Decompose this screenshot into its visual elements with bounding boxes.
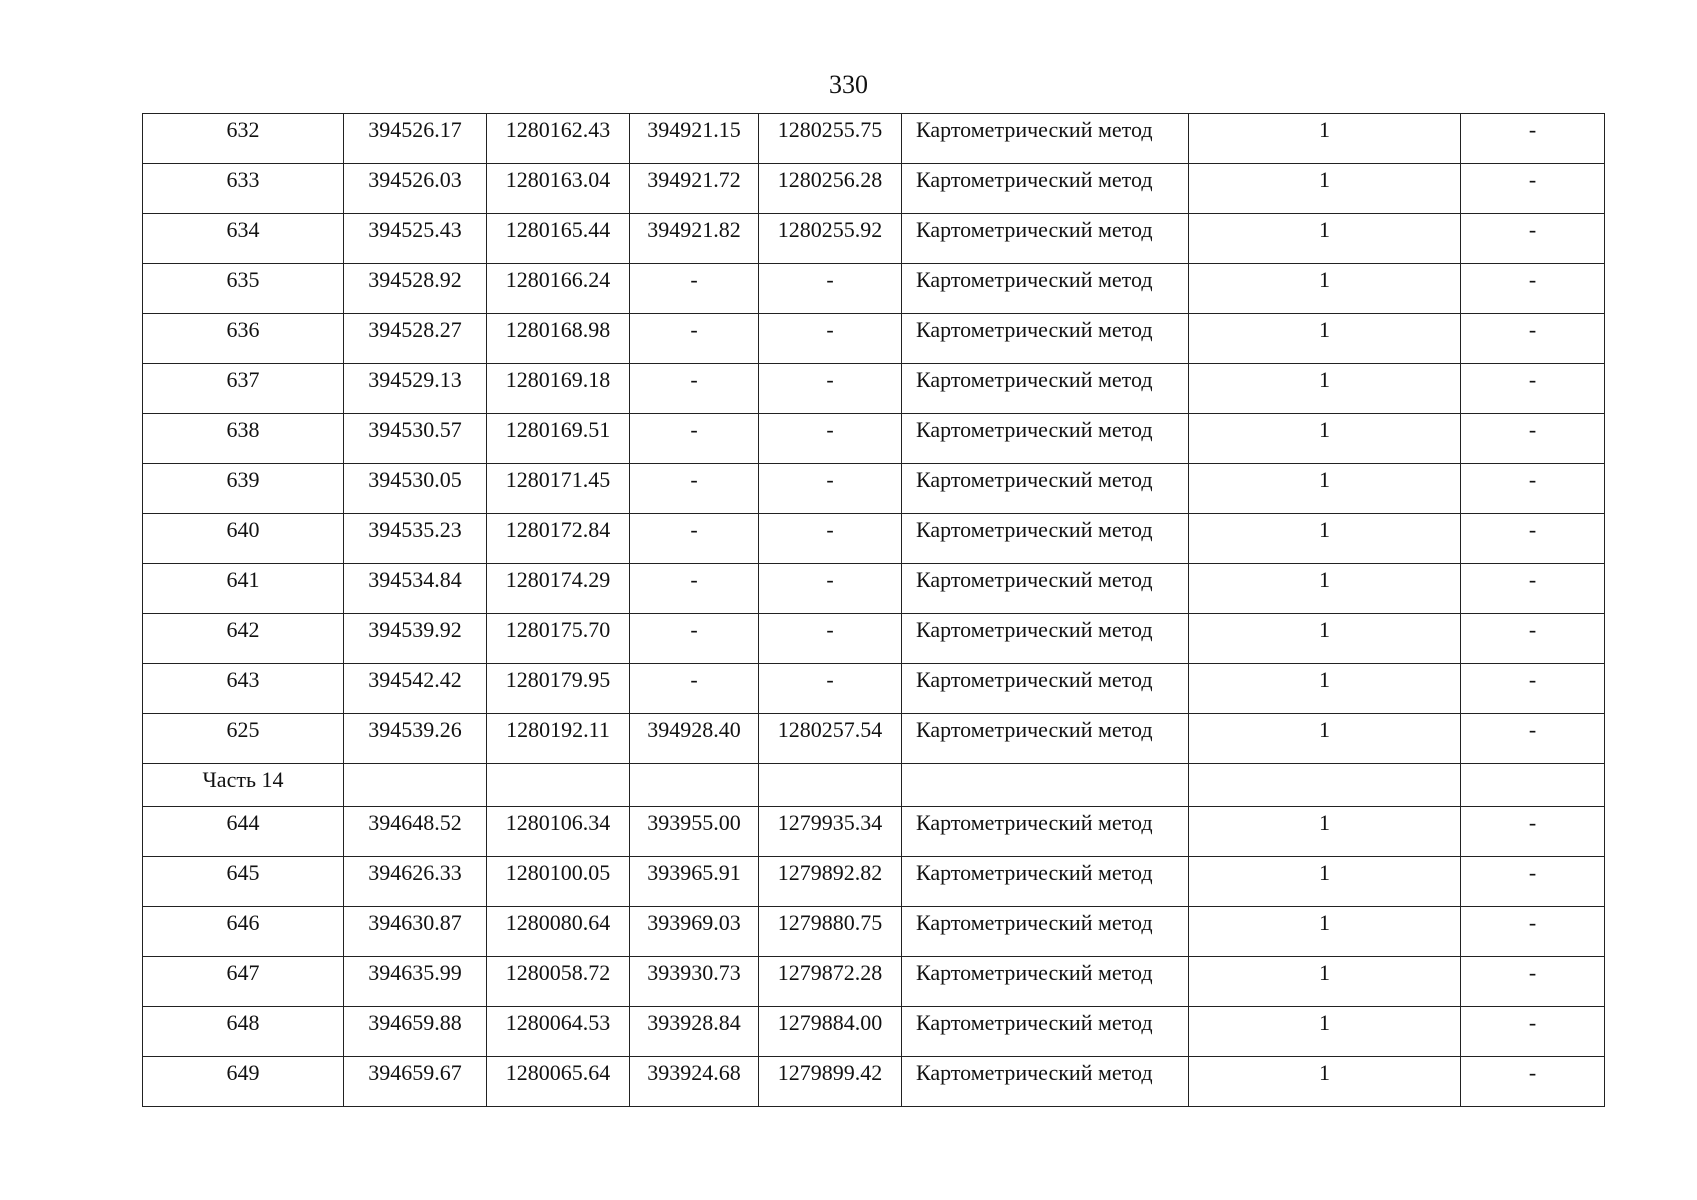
cell-x-coordinate-2: - [630, 564, 759, 614]
cell-note: - [1461, 564, 1605, 614]
cell-accuracy: 1 [1189, 414, 1461, 464]
cell-x-coordinate: 394530.57 [344, 414, 487, 464]
cell-accuracy: 1 [1189, 464, 1461, 514]
cell-y-coordinate: 1280169.18 [487, 364, 630, 414]
table-row [143, 214, 1605, 264]
cell-y-coordinate-2: 1279880.75 [759, 907, 902, 957]
cell-y-coordinate: 1280175.70 [487, 614, 630, 664]
cell-x-coordinate-2 [630, 764, 759, 807]
cell-y-coordinate-2: - [759, 564, 902, 614]
cell-note: - [1461, 907, 1605, 957]
cell-y-coordinate: 1280064.53 [487, 1007, 630, 1057]
cell-x-coordinate: 394528.27 [344, 314, 487, 364]
cell-method: Картометрический метод [902, 564, 1189, 614]
cell-y-coordinate-2: 1279935.34 [759, 807, 902, 857]
cell-y-coordinate-2: 1280257.54 [759, 714, 902, 764]
cell-point-number: 634 [143, 214, 344, 264]
cell-method: Картометрический метод [902, 214, 1189, 264]
cell-y-coordinate: 1280168.98 [487, 314, 630, 364]
cell-y-coordinate: 1280163.04 [487, 164, 630, 214]
cell-x-coordinate-2: 394921.82 [630, 214, 759, 264]
cell-x-coordinate: 394539.26 [344, 714, 487, 764]
cell-note: - [1461, 1057, 1605, 1107]
cell-point-number: 648 [143, 1007, 344, 1057]
cell-x-coordinate: 394626.33 [344, 857, 487, 907]
cell-x-coordinate: 394525.43 [344, 214, 487, 264]
cell-point-number: 645 [143, 857, 344, 907]
cell-note: - [1461, 414, 1605, 464]
cell-point-number: Часть 14 [143, 764, 344, 807]
cell-method: Картометрический метод [902, 314, 1189, 364]
cell-x-coordinate: 394526.03 [344, 164, 487, 214]
cell-x-coordinate: 394529.13 [344, 364, 487, 414]
table-row [143, 364, 1605, 414]
cell-y-coordinate: 1280166.24 [487, 264, 630, 314]
cell-method: Картометрический метод [902, 464, 1189, 514]
cell-y-coordinate-2: - [759, 364, 902, 414]
cell-accuracy: 1 [1189, 1057, 1461, 1107]
cell-x-coordinate-2: 393928.84 [630, 1007, 759, 1057]
table-row [143, 414, 1605, 464]
cell-method: Картометрический метод [902, 614, 1189, 664]
cell-accuracy: 1 [1189, 664, 1461, 714]
cell-method: Картометрический метод [902, 857, 1189, 907]
cell-point-number: 635 [143, 264, 344, 314]
cell-y-coordinate-2: - [759, 514, 902, 564]
cell-note: - [1461, 614, 1605, 664]
cell-method: Картометрический метод [902, 957, 1189, 1007]
cell-x-coordinate [344, 764, 487, 807]
cell-x-coordinate: 394528.92 [344, 264, 487, 314]
cell-y-coordinate-2: - [759, 614, 902, 664]
cell-x-coordinate: 394539.92 [344, 614, 487, 664]
cell-point-number: 643 [143, 664, 344, 714]
cell-point-number: 625 [143, 714, 344, 764]
cell-method [902, 764, 1189, 807]
table-row [143, 564, 1605, 614]
cell-y-coordinate-2: 1279899.42 [759, 1057, 902, 1107]
cell-accuracy: 1 [1189, 1007, 1461, 1057]
cell-accuracy [1189, 764, 1461, 807]
cell-x-coordinate-2: - [630, 614, 759, 664]
table-row [143, 614, 1605, 664]
table-row [143, 1057, 1605, 1107]
table-row [143, 1007, 1605, 1057]
cell-y-coordinate: 1280058.72 [487, 957, 630, 1007]
cell-x-coordinate-2: 394921.15 [630, 114, 759, 164]
cell-y-coordinate-2: - [759, 264, 902, 314]
cell-x-coordinate: 394648.52 [344, 807, 487, 857]
cell-accuracy: 1 [1189, 214, 1461, 264]
table-row [143, 114, 1605, 164]
cell-y-coordinate [487, 764, 630, 807]
cell-point-number: 636 [143, 314, 344, 364]
cell-note: - [1461, 164, 1605, 214]
cell-x-coordinate-2: - [630, 514, 759, 564]
cell-method: Картометрический метод [902, 907, 1189, 957]
cell-note [1461, 764, 1605, 807]
cell-x-coordinate: 394534.84 [344, 564, 487, 614]
cell-method: Картометрический метод [902, 1057, 1189, 1107]
cell-y-coordinate: 1280162.43 [487, 114, 630, 164]
cell-x-coordinate: 394659.67 [344, 1057, 487, 1107]
cell-method: Картометрический метод [902, 714, 1189, 764]
cell-y-coordinate-2: - [759, 414, 902, 464]
cell-y-coordinate: 1280106.34 [487, 807, 630, 857]
table-row [143, 664, 1605, 714]
table-row [143, 957, 1605, 1007]
cell-x-coordinate: 394635.99 [344, 957, 487, 1007]
table-row [143, 857, 1605, 907]
table-row [143, 514, 1605, 564]
cell-note: - [1461, 807, 1605, 857]
cell-y-coordinate-2: 1279892.82 [759, 857, 902, 907]
cell-x-coordinate-2: - [630, 464, 759, 514]
cell-method: Картометрический метод [902, 414, 1189, 464]
cell-accuracy: 1 [1189, 807, 1461, 857]
cell-x-coordinate-2: - [630, 264, 759, 314]
cell-point-number: 647 [143, 957, 344, 1007]
cell-y-coordinate: 1280165.44 [487, 214, 630, 264]
cell-point-number: 637 [143, 364, 344, 414]
cell-accuracy: 1 [1189, 857, 1461, 907]
cell-y-coordinate-2: 1279872.28 [759, 957, 902, 1007]
cell-note: - [1461, 857, 1605, 907]
cell-y-coordinate-2: - [759, 314, 902, 364]
cell-x-coordinate-2: 393969.03 [630, 907, 759, 957]
cell-y-coordinate: 1280192.11 [487, 714, 630, 764]
cell-y-coordinate-2: 1280255.92 [759, 214, 902, 264]
cell-x-coordinate: 394526.17 [344, 114, 487, 164]
cell-y-coordinate: 1280169.51 [487, 414, 630, 464]
cell-accuracy: 1 [1189, 907, 1461, 957]
cell-point-number: 633 [143, 164, 344, 214]
cell-note: - [1461, 514, 1605, 564]
cell-accuracy: 1 [1189, 364, 1461, 414]
cell-method: Картометрический метод [902, 664, 1189, 714]
cell-point-number: 632 [143, 114, 344, 164]
cell-accuracy: 1 [1189, 164, 1461, 214]
cell-method: Картометрический метод [902, 164, 1189, 214]
cell-accuracy: 1 [1189, 714, 1461, 764]
cell-y-coordinate: 1280171.45 [487, 464, 630, 514]
cell-y-coordinate-2 [759, 764, 902, 807]
cell-note: - [1461, 1007, 1605, 1057]
cell-y-coordinate: 1280174.29 [487, 564, 630, 614]
cell-point-number: 644 [143, 807, 344, 857]
cell-y-coordinate: 1280100.05 [487, 857, 630, 907]
cell-x-coordinate: 394659.88 [344, 1007, 487, 1057]
cell-y-coordinate-2: - [759, 464, 902, 514]
cell-y-coordinate: 1280065.64 [487, 1057, 630, 1107]
cell-point-number: 638 [143, 414, 344, 464]
table-row [143, 714, 1605, 764]
table-row [143, 464, 1605, 514]
cell-y-coordinate-2: 1280255.75 [759, 114, 902, 164]
cell-point-number: 642 [143, 614, 344, 664]
cell-accuracy: 1 [1189, 314, 1461, 364]
cell-accuracy: 1 [1189, 264, 1461, 314]
cell-y-coordinate: 1280179.95 [487, 664, 630, 714]
cell-x-coordinate-2: 393930.73 [630, 957, 759, 1007]
cell-x-coordinate-2: 394921.72 [630, 164, 759, 214]
table-row [143, 907, 1605, 957]
cell-note: - [1461, 714, 1605, 764]
cell-point-number: 649 [143, 1057, 344, 1107]
cell-x-coordinate: 394542.42 [344, 664, 487, 714]
table-row [143, 264, 1605, 314]
cell-y-coordinate-2: - [759, 664, 902, 714]
cell-note: - [1461, 957, 1605, 1007]
cell-note: - [1461, 114, 1605, 164]
page-number: 330 [829, 70, 868, 99]
cell-point-number: 639 [143, 464, 344, 514]
table-row [143, 164, 1605, 214]
cell-x-coordinate-2: - [630, 414, 759, 464]
cell-point-number: 646 [143, 907, 344, 957]
section-row [143, 764, 1605, 807]
cell-method: Картометрический метод [902, 114, 1189, 164]
cell-accuracy: 1 [1189, 957, 1461, 1007]
cell-y-coordinate-2: 1280256.28 [759, 164, 902, 214]
cell-note: - [1461, 214, 1605, 264]
cell-accuracy: 1 [1189, 114, 1461, 164]
cell-x-coordinate-2: 393924.68 [630, 1057, 759, 1107]
coordinates-table [142, 113, 1605, 1107]
cell-note: - [1461, 664, 1605, 714]
cell-note: - [1461, 364, 1605, 414]
cell-note: - [1461, 464, 1605, 514]
table-body [143, 114, 1605, 1107]
cell-y-coordinate-2: 1279884.00 [759, 1007, 902, 1057]
cell-x-coordinate: 394530.05 [344, 464, 487, 514]
cell-accuracy: 1 [1189, 614, 1461, 664]
cell-point-number: 640 [143, 514, 344, 564]
cell-method: Картометрический метод [902, 807, 1189, 857]
cell-x-coordinate-2: - [630, 314, 759, 364]
cell-accuracy: 1 [1189, 514, 1461, 564]
table-row [143, 807, 1605, 857]
cell-x-coordinate-2: - [630, 364, 759, 414]
cell-y-coordinate: 1280172.84 [487, 514, 630, 564]
cell-x-coordinate-2: 394928.40 [630, 714, 759, 764]
cell-x-coordinate-2: 393965.91 [630, 857, 759, 907]
cell-accuracy: 1 [1189, 564, 1461, 614]
cell-method: Картометрический метод [902, 1007, 1189, 1057]
cell-x-coordinate: 394535.23 [344, 514, 487, 564]
cell-method: Картометрический метод [902, 514, 1189, 564]
cell-x-coordinate: 394630.87 [344, 907, 487, 957]
table-row [143, 314, 1605, 364]
cell-method: Картометрический метод [902, 264, 1189, 314]
cell-note: - [1461, 314, 1605, 364]
cell-method: Картометрический метод [902, 364, 1189, 414]
cell-note: - [1461, 264, 1605, 314]
cell-y-coordinate: 1280080.64 [487, 907, 630, 957]
cell-x-coordinate-2: 393955.00 [630, 807, 759, 857]
cell-x-coordinate-2: - [630, 664, 759, 714]
cell-point-number: 641 [143, 564, 344, 614]
